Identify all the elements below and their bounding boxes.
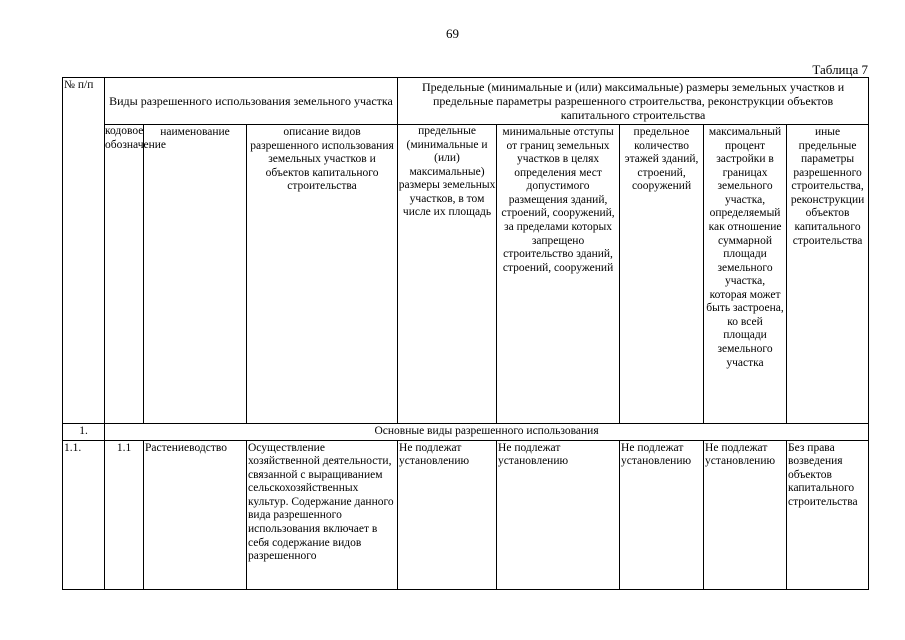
table-caption: Таблица 7 — [812, 62, 868, 77]
section-num: 1. — [63, 424, 105, 441]
header-size: предельные (минимальные и (или) максимальные) размеры земельных участков, в том числе их площадь — [398, 125, 497, 424]
header-group-use-types: Виды разрешенного использования земельного участка — [105, 78, 398, 125]
row-other: Без права возведения объектов капитального строительства — [787, 440, 869, 589]
header-setbacks: минимальные отступы от границ земельных участков в целях определения мест допустимого размещения зданий, строений, сооружений, за пределами которых запрещено строительство зданий, строений, сооружений — [497, 125, 620, 424]
row-coverage: Не подлежат установлению — [704, 440, 787, 589]
row-size: Не подлежат установлению — [398, 440, 497, 589]
header-group-limits: Предельные (минимальные и (или) максимальные) размеры земельных участков и предельные параметры разрешенного строительства, реконструкции объектов капитального строительства — [398, 78, 869, 125]
row-floors: Не подлежат установлению — [620, 440, 704, 589]
header-col-num: № п/п — [63, 78, 105, 424]
section-row — [63, 424, 869, 441]
header-code: кодовое обозначение — [105, 125, 144, 424]
section-title: Основные виды разрешенного использования — [105, 424, 869, 441]
header-name: наименование — [144, 125, 247, 424]
row-num: 1.1. — [63, 440, 105, 589]
row-name: Растениеводство — [144, 440, 247, 589]
row-setbacks: Не подлежат установлению — [497, 440, 620, 589]
page-number: 69 — [446, 26, 459, 41]
row-code: 1.1 — [105, 440, 144, 589]
regulations-table — [62, 77, 869, 590]
table-row — [63, 440, 869, 589]
header-coverage: максимальный процент застройки в границах земельного участка, определяемый как отношение суммарной площади земельного участка, которая может быть застроена, ко всей площади земельного участка — [704, 125, 787, 424]
row-description: Осуществление хозяйственной деятельности, связанной с выращиванием сельскохозяйственных культур. Содержание данного вида разрешенного использования включает в себя содержание видов разрешенного — [247, 440, 398, 589]
header-floors: предельное количество этажей зданий, строений, сооружений — [620, 125, 704, 424]
header-other: иные предельные параметры разрешенного строительства, реконструкции объектов капитального строительства — [787, 125, 869, 424]
header-description: описание видов разрешенного использования земельных участков и объектов капитального строительства — [247, 125, 398, 424]
